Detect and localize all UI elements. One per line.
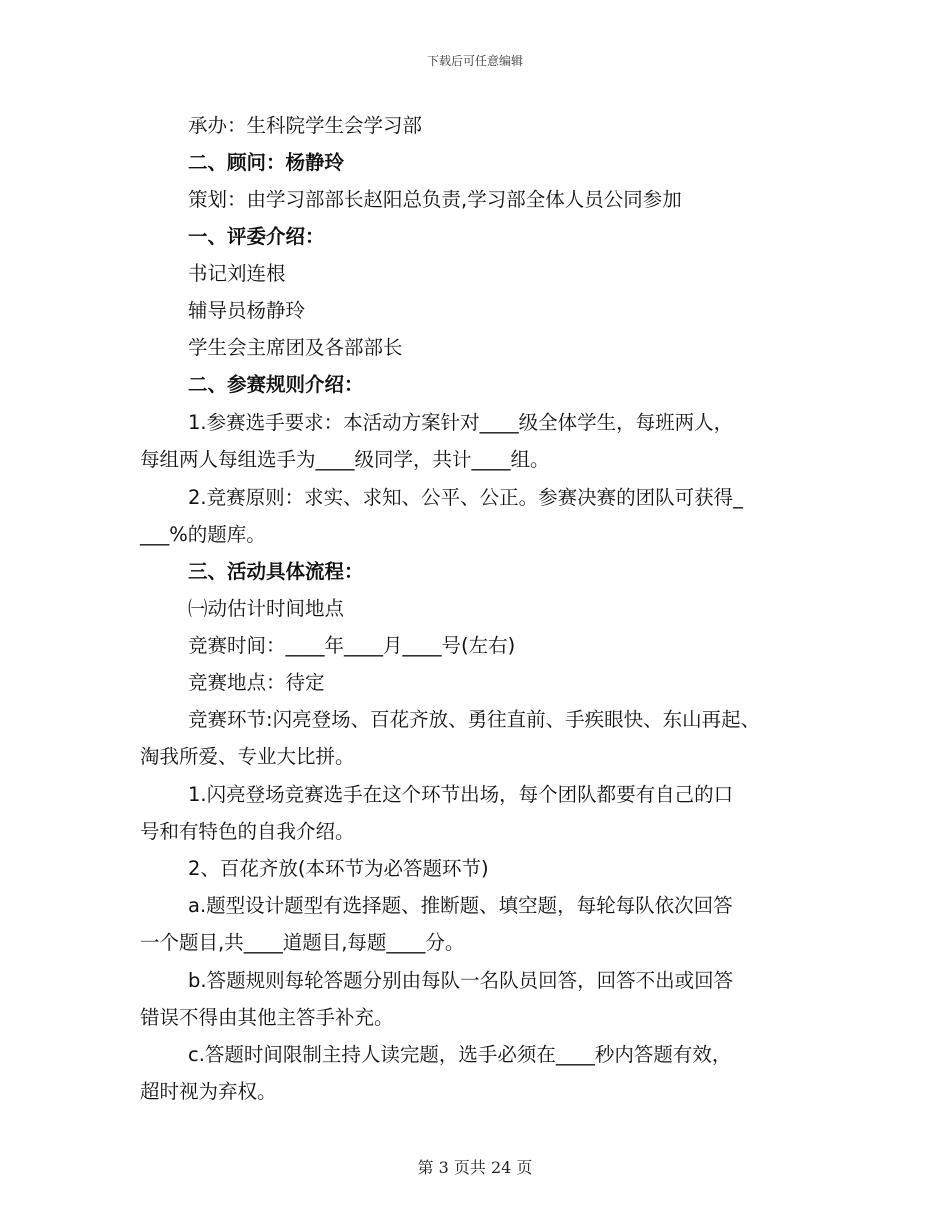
text-line: 超时视为弃权。: [140, 1080, 277, 1103]
text-line: 竞赛地点：待定: [188, 671, 325, 694]
page-header: 下载后可任意编辑: [426, 54, 523, 68]
text-line: 1.参赛选手要求：本活动方案针对____级全体学生，每班两人，: [188, 411, 734, 434]
text-line: 书记刘连根: [188, 262, 286, 285]
text-line: 竞赛环节:闪亮登场、百花齐放、勇往直前、手疾眼快、东山再起、: [188, 708, 761, 731]
section-heading: 二、顾问：杨静玲: [188, 151, 345, 174]
text-line: ㈠动估计时间地点: [188, 597, 345, 620]
text-line: 竞赛时间：____年____月____号(左右): [188, 634, 516, 657]
text-line: 每组两人每组选手为____级同学，共计____组。: [140, 448, 550, 471]
page-footer: 第 3 页共 24 页: [417, 1158, 533, 1177]
text-line: 承办：生科院学生会学习部: [188, 114, 423, 137]
text-line: b.答题规则每轮答题分别由每队一名队员回答，回答不出或回答: [188, 969, 734, 992]
text-line: ___%的题库。: [140, 523, 266, 546]
text-line: 号和有特色的自我介绍。: [140, 820, 355, 843]
text-line: 淘我所爱、专业大比拼。: [140, 745, 355, 768]
text-line: 策划：由学习部部长赵阳总负责,学习部全体人员公同参加: [188, 188, 682, 211]
text-line: 2.竞赛原则：求实、求知、公平、公正。参赛决赛的团队可获得_: [188, 486, 743, 509]
section-heading: 二、参赛规则介绍：: [188, 373, 364, 396]
text-line: 1.闪亮登场竞赛选手在这个环节出场，每个团队都要有自己的口: [188, 783, 734, 806]
text-line: 学生会主席团及各部部长: [188, 336, 403, 359]
section-heading: 三、活动具体流程：: [188, 560, 364, 583]
text-line: 错误不得由其他主答手补充。: [140, 1006, 394, 1029]
text-line: 辅导员杨静玲: [188, 299, 306, 322]
text-line: 2、百花齐放(本环节为必答题环节): [188, 857, 489, 880]
text-line: c.答题时间限制主持人读完题，选手必须在____秒内答题有效，: [188, 1043, 732, 1066]
text-line: 一个题目,共____道题目,每题____分。: [140, 931, 465, 954]
section-heading: 一、评委介绍：: [188, 225, 325, 248]
text-line: a.题型设计题型有选择题、推断题、填空题，每轮每队依次回答: [188, 894, 733, 917]
